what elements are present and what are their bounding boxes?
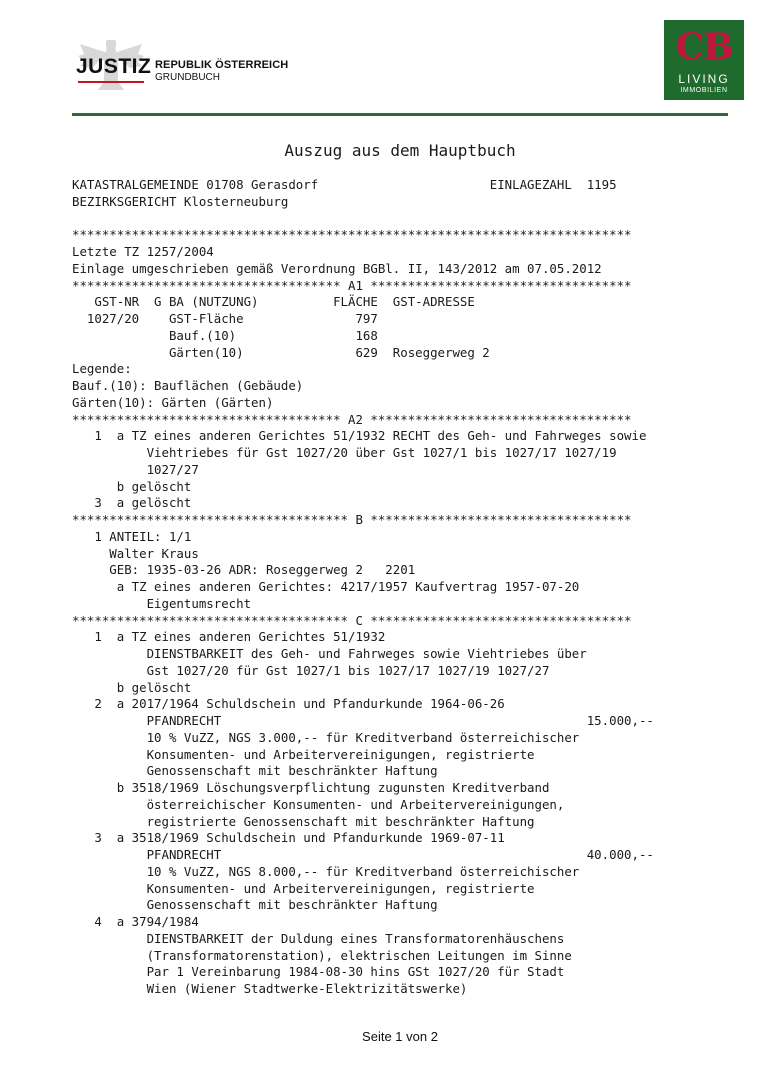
document-line: Gst 1027/20 für Gst 1027/1 bis 1027/17 1027/19 1027/27 <box>72 662 550 678</box>
document-line: Letzte TZ 1257/2004 <box>72 244 214 259</box>
document-line: Bauf.(10) 168 <box>72 327 378 343</box>
cb-logo-letters: CB <box>675 26 733 68</box>
document-line: 1027/20 GST-Fläche 797 <box>72 311 378 326</box>
document-line: b 3518/1969 Löschungsverpflichtung zugunsten Kreditverband <box>72 780 550 795</box>
document-line: österreichischer Konsumenten- und Arbeitervereinigungen, <box>72 796 565 812</box>
document-line: 3 a 3518/1969 Schuldschein und Pfandurkunde 1969-07-11 <box>72 830 505 846</box>
document-line: KATASTRALGEMEINDE 01708 Gerasdorf EINLAGEZAHL 1195 <box>72 177 617 192</box>
document-line: BEZIRKSGERICHT Klosterneuburg <box>72 193 289 209</box>
register-extract-body <box>72 177 654 998</box>
document-line: b gelöscht <box>72 478 192 494</box>
document-line: (Transformatorenstation), elektrischen Leitungen im Sinne <box>72 947 572 963</box>
cb-living-logo <box>664 20 744 100</box>
document-line: Konsumenten- und Arbeitervereinigungen, registrierte <box>72 746 535 762</box>
document-line: 1027/27 <box>72 461 199 477</box>
document-line: Genossenschaft mit beschränkter Haftung <box>72 897 438 913</box>
justiz-wordmark: JUSTIZ <box>76 55 152 78</box>
document-line: a TZ eines anderen Gerichtes: 4217/1957 Kaufvertrag 1957-07-20 <box>72 579 580 594</box>
document-line: Gärten(10) 629 Roseggerweg 2 <box>72 344 490 360</box>
document-line: 4 a 3794/1984 <box>72 914 199 929</box>
document-line: GEB: 1935-03-26 ADR: Roseggerweg 2 2201 <box>72 562 416 578</box>
page-header <box>0 0 764 120</box>
document-title: Auszug aus dem Hauptbuch <box>284 141 516 160</box>
document-line: 2 a 2017/1964 Schuldschein und Pfandurkunde 1964-06-26 <box>72 696 505 712</box>
document-line: GST-NR G BA (NUTZUNG) FLÄCHE GST-ADRESSE <box>72 294 475 310</box>
document-line: b gelöscht <box>72 679 192 695</box>
document-line: PFANDRECHT 15.000,-- <box>72 713 654 728</box>
document-line: Wien (Wiener Stadtwerke-Elektrizitätswerke) <box>72 981 468 996</box>
document-line: Viehtriebes für Gst 1027/20 über Gst 1027/1 bis 1027/17 1027/19 <box>72 445 617 460</box>
justiz-underline <box>78 81 144 83</box>
cb-logo-immobilien: IMMOBILIEN <box>680 87 728 94</box>
document-line: 3 a gelöscht <box>72 495 192 511</box>
justiz-logo <box>74 38 152 92</box>
document-line: Walter Kraus <box>72 545 199 561</box>
document-line: 1 a TZ eines anderen Gerichtes 51/1932 <box>72 629 386 645</box>
document-line: Legende: <box>72 361 132 377</box>
document-line: Genossenschaft mit beschränkter Haftung <box>72 763 438 779</box>
document-line: ************************************ A1 *********************************** <box>72 277 632 293</box>
document-line: ************************************* C *********************************** <box>72 612 632 628</box>
document-line: 1 ANTEIL: 1/1 <box>72 528 192 544</box>
document-line: Gärten(10): Gärten (Gärten) <box>72 394 274 410</box>
document-line: Par 1 Vereinbarung 1984-08-30 hins GSt 1027/20 für Stadt <box>72 964 565 980</box>
document-line: Einlage umgeschrieben gemäß Verordnung BGBl. II, 143/2012 am 07.05.2012 <box>72 260 602 276</box>
document-line: Eigentumsrecht <box>72 595 252 611</box>
document-line: PFANDRECHT 40.000,-- <box>72 847 654 862</box>
document-line: registrierte Genossenschaft mit beschränkter Haftung <box>72 813 535 829</box>
document-line: Konsumenten- und Arbeitervereinigungen, registrierte <box>72 880 535 896</box>
cb-logo-living: LIVING <box>678 72 730 86</box>
document-line <box>72 211 654 228</box>
department-name: GRUNDBUCH <box>155 72 220 83</box>
header-divider <box>72 113 728 116</box>
document-line: 10 % VuZZ, NGS 3.000,-- für Kreditverband österreichischer <box>72 729 580 745</box>
document-line: ************************************ A2 *********************************** <box>72 411 632 427</box>
document-line: ************************************* B *********************************** <box>72 512 632 527</box>
document-line: 1 a TZ eines anderen Gerichtes 51/1932 RECHT des Geh- und Fahrweges sowie <box>72 428 647 444</box>
institution-name: REPUBLIK ÖSTERREICH <box>155 59 289 71</box>
document-line: DIENSTBARKEIT der Duldung eines Transformatorenhäuschens <box>72 930 565 946</box>
document-line: DIENSTBARKEIT des Geh- und Fahrweges sowie Viehtriebes über <box>72 646 587 661</box>
document-line: *************************************************************************** <box>72 227 632 243</box>
document-line: Bauf.(10): Bauflächen (Gebäude) <box>72 378 304 393</box>
document-line: 10 % VuZZ, NGS 8.000,-- für Kreditverband österreichischer <box>72 863 580 879</box>
page-number: Seite 1 von 2 <box>362 1029 438 1044</box>
